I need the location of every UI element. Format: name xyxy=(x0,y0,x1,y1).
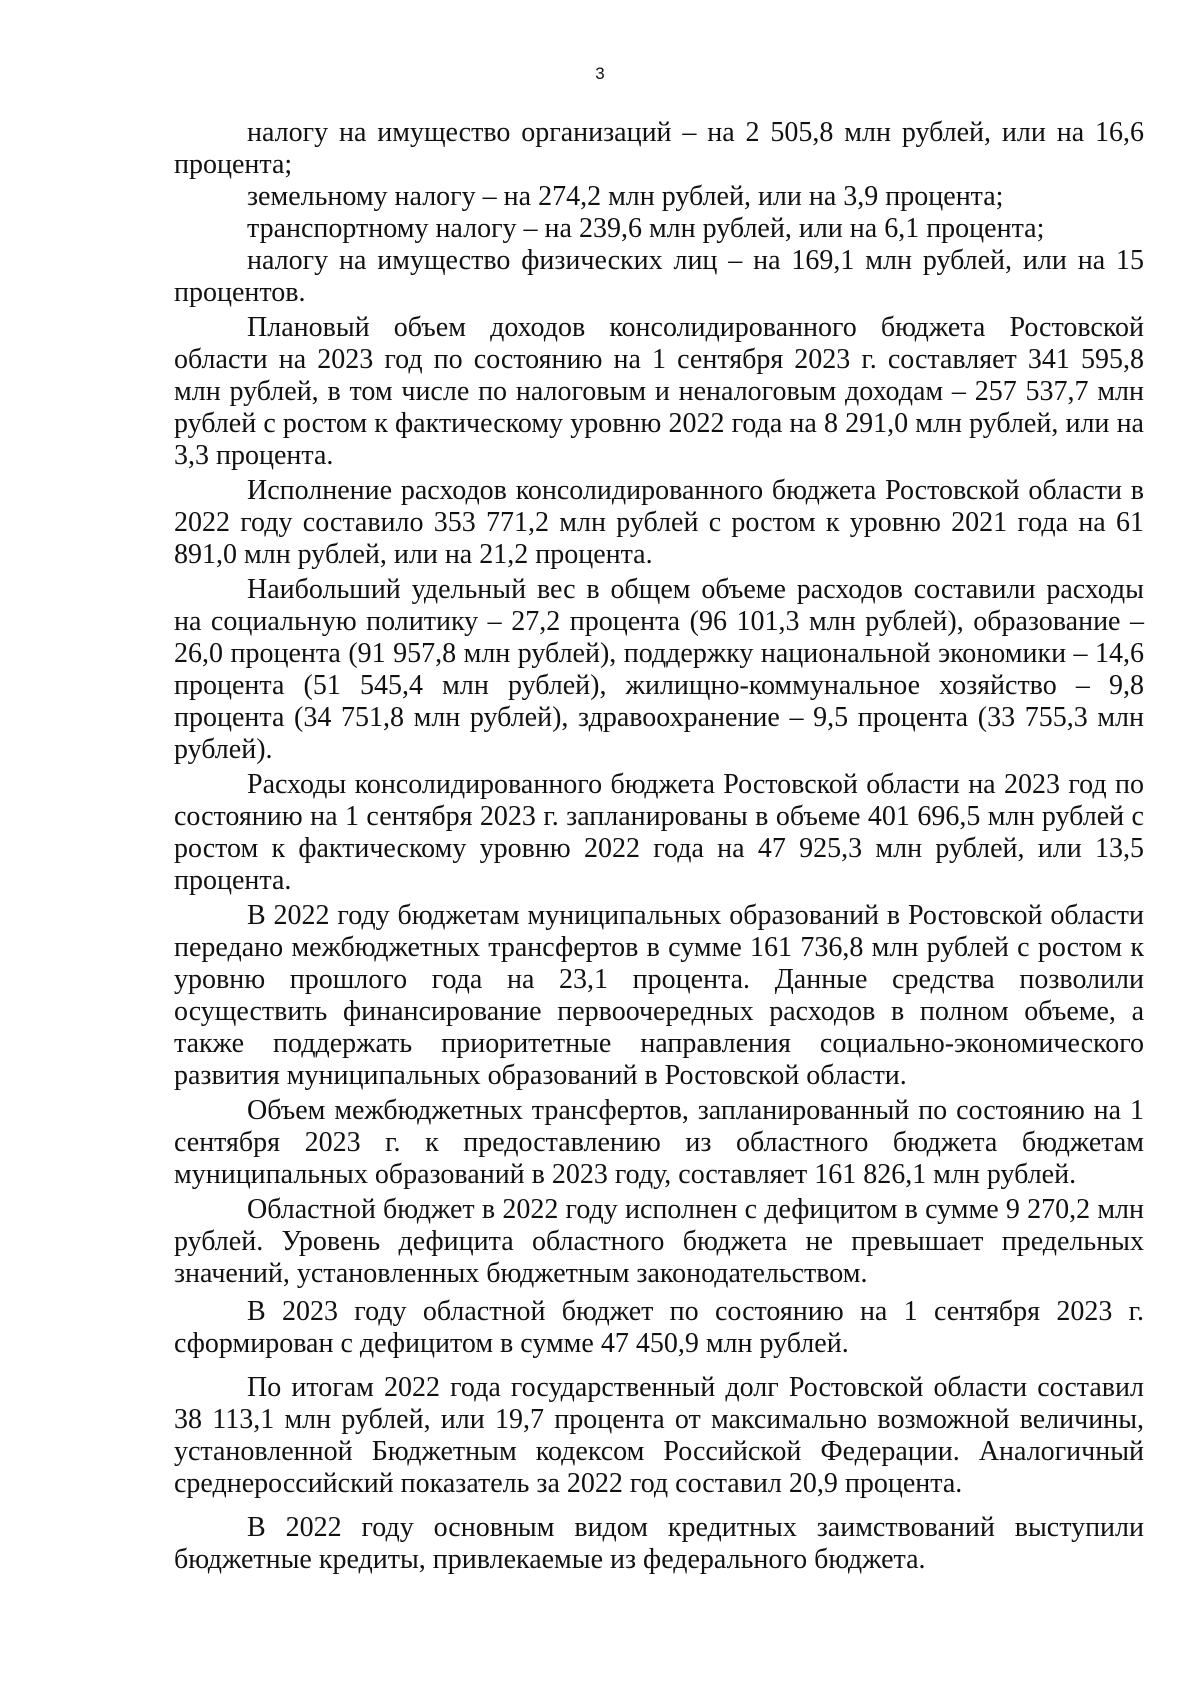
paragraph-borrowings: В 2022 году основным видом кредитных заимствований выступили бюджетные кредиты, привлекаемые из федерального бюджета. xyxy=(174,1512,1144,1575)
paragraph-expenditure-execution: Исполнение расходов консолидированного бюджета Ростовской области в 2022 году составило 353 771,2 млн рублей с ростом к уровню 2021 года на 61 891,0 млн рублей, или на 21,2 процента. xyxy=(174,475,1144,570)
paragraph-public-debt: По итогам 2022 года государственный долг Ростовской области составил 38 113,1 млн рублей, или 19,7 процента от максимально возможной величины, установленной Бюджетным кодексом Российской Федерации. Аналогичный среднероссийский показатель за 2022 год составил 20,9 процента. xyxy=(174,1372,1144,1499)
paragraph-transport-tax: транспортному налогу – на 239,6 млн рублей, или на 6,1 процента; xyxy=(247,213,1045,244)
paragraph-expenditure-structure: Наибольший удельный вес в общем объеме расходов составили расходы на социальную политику – 27,2 процента (96 101,3 млн рублей), образование – 26,0 процента (91 957,8 млн рублей), поддержку национальной экономики – 14,6 процента (51 545,4 млн рублей), жилищно-коммунальное хозяйство – 9,8 процента (34 751,8 млн рублей), здравоохранение – 9,5 процента (33 755,3 млн рублей). xyxy=(174,574,1144,765)
paragraph-transfers-2022: В 2022 году бюджетам муниципальных образований в Ростовской области передано межбюджетных трансфертов в сумме 161 736,8 млн рублей с ростом к уровню прошлого года на 23,1 процента. Данные средства позволили осуществить финансирование первоочередных расходов в полном объеме, а также поддержать приоритетные направления социально-экономического развития муниципальных образований в Ростовской области. xyxy=(174,900,1144,1091)
paragraph-property-tax: налогу на имущество организаций – на 2 505,8 млн рублей, или на 16,6 процента; xyxy=(174,117,1144,180)
document-body xyxy=(174,117,1144,1576)
paragraph-personal-property-tax: налогу на имущество физических лиц – на 169,1 млн рублей, или на 15 процентов. xyxy=(174,245,1144,308)
paragraph-planned-expenditure: Расходы консолидированного бюджета Ростовской области на 2023 год по состоянию на 1 сентября 2023 г. запланированы в объеме 401 696,5 млн рублей с ростом к фактическому уровню 2022 года на 47 925,3 млн рублей, или 13,5 процента. xyxy=(174,769,1144,896)
paragraph-planned-revenue: Плановый объем доходов консолидированного бюджета Ростовской области на 2023 год по состоянию на 1 сентября 2023 г. составляет 341 595,8 млн рублей, в том числе по налоговым и неналоговым доходам – 257 537,7 млн рублей с ростом к фактическому уровню 2022 года на 8 291,0 млн рублей, или на 3,3 процента. xyxy=(174,312,1144,471)
paragraph-deficit-2022: Областной бюджет в 2022 году исполнен с дефицитом в сумме 9 270,2 млн рублей. Уровень дефицита областного бюджета не превышает предельных значений, установленных бюджетным законодательством. xyxy=(174,1194,1144,1289)
paragraph-deficit-2023: В 2023 году областной бюджет по состоянию на 1 сентября 2023 г. сформирован с дефицитом в сумме 47 450,9 млн рублей. xyxy=(174,1296,1144,1359)
paragraph-transfers-2023: Объем межбюджетных трансфертов, запланированный по состоянию на 1 сентября 2023 г. к предоставлению из областного бюджета бюджетам муниципальных образований в 2023 году, составляет 161 826,1 млн рублей. xyxy=(174,1095,1144,1190)
page-number: 3 xyxy=(595,64,605,83)
paragraph-land-tax: земельному налогу – на 274,2 млн рублей, или на 3,9 процента; xyxy=(247,181,1004,212)
